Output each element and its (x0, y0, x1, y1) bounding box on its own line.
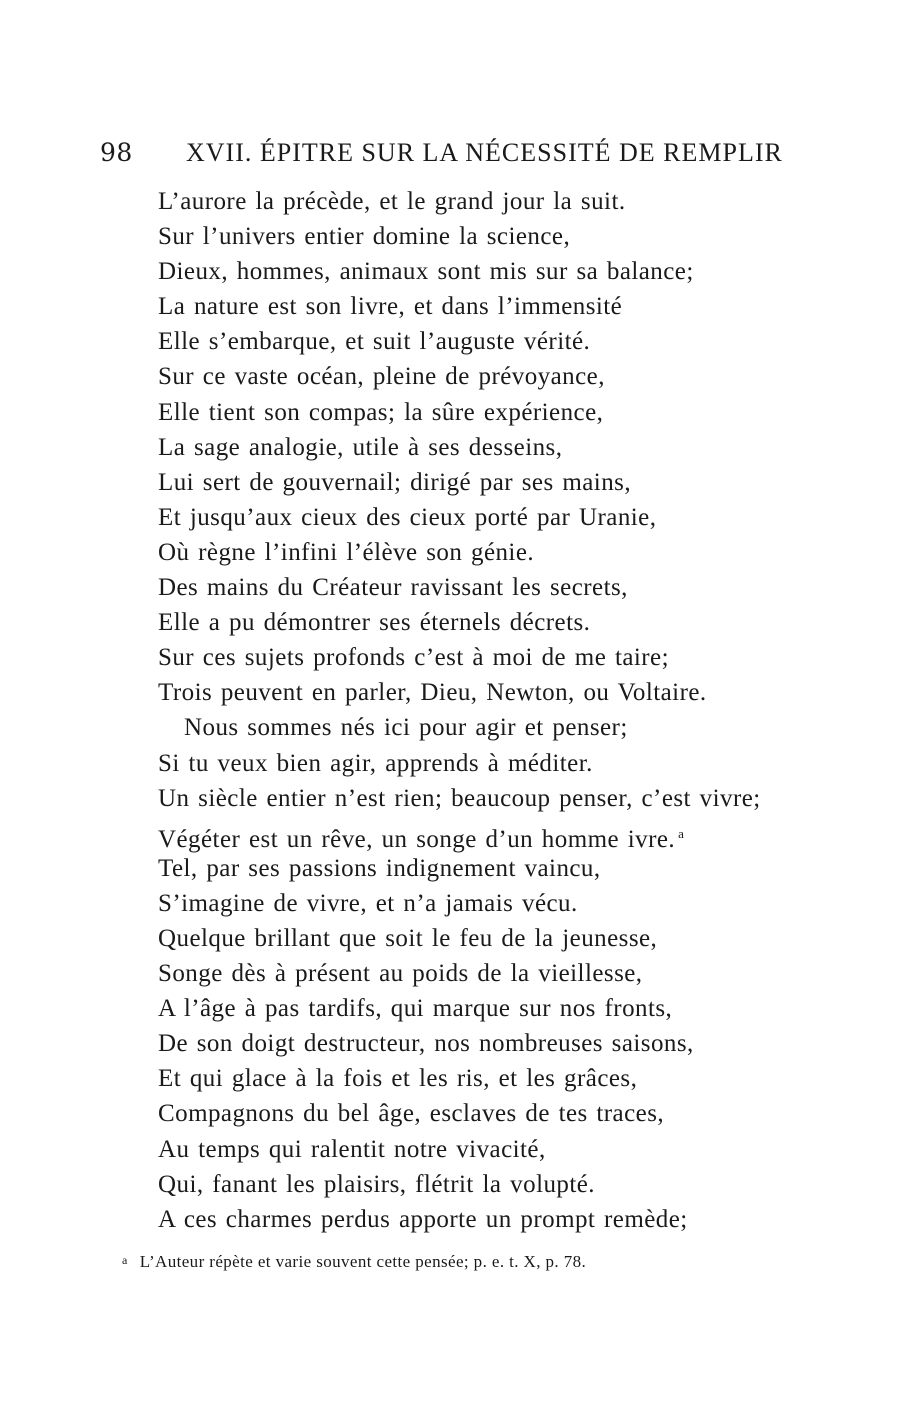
verse-line: Au temps qui ralentit notre vivacité, (158, 1135, 546, 1163)
poem-text (158, 184, 858, 1237)
verse-line: Songe dès à présent au poids de la vieillesse, (158, 960, 643, 988)
verse-line: Dieux, hommes, animaux sont mis sur sa balance; (158, 258, 694, 286)
verse-line: Compagnons du bel âge, esclaves de tes traces, (158, 1100, 665, 1128)
verse-line: Des mains du Créateur ravissant les secrets, (158, 574, 628, 602)
verse-line: Sur ces sujets profonds c’est à moi de me taire; (158, 644, 669, 672)
footnote-text: L’Auteur répète et varie souvent cette pensée; p. e. t. X, p. 78. (139, 1252, 587, 1271)
verse-line: De son doigt destructeur, nos nombreuses saisons, (158, 1030, 694, 1058)
verse-line: Tel, par ses passions indignement vaincu, (158, 854, 601, 882)
verse-line: Un siècle entier n’est rien; beaucoup penser, c’est vivre; (158, 784, 761, 812)
verse-line: Et jusqu’aux cieux des cieux porté par Uranie, (158, 503, 657, 531)
verse-line: Elle tient son compas; la sûre expérience, (158, 398, 604, 426)
verse-line: Végéter est un rêve, un songe d’un homme ivre. $^a$ (158, 825, 685, 853)
running-title: XVII. ÉPITRE SUR LA NÉCESSITÉ DE REMPLIR (186, 138, 783, 167)
verse-line-indented: Nous sommes nés ici pour agir et penser; (184, 714, 628, 742)
verse-line: Où règne l’infini l’élève son génie. (158, 538, 535, 566)
verse-line: Lui sert de gouvernail; dirigé par ses mains, (158, 468, 632, 496)
running-head (100, 138, 800, 172)
verse-line: A ces charmes perdus apporte un prompt remède; (158, 1205, 688, 1233)
page-number: 98 (100, 138, 133, 167)
verse-line: Sur l’univers entier domine la science, (158, 223, 571, 251)
verse-line: Et qui glace à la fois et les ris, et les grâces, (158, 1065, 638, 1093)
footnote-marker: a (122, 1253, 128, 1267)
verse-line: Elle a pu démontrer ses éternels décrets. (158, 609, 591, 637)
footnote (122, 1252, 822, 1272)
verse-line: L’aurore la précède, et le grand jour la suit. (158, 188, 626, 215)
verse-line: Trois peuvent en parler, Dieu, Newton, ou Voltaire. (158, 679, 707, 707)
verse-line: La nature est son livre, et dans l’immensité (158, 293, 623, 321)
verse-line: La sage analogie, utile à ses desseins, (158, 433, 563, 461)
verse-line: S’imagine de vivre, et n’a jamais vécu. (158, 889, 578, 917)
verse-line: A l’âge à pas tardifs, qui marque sur nos fronts, (158, 995, 673, 1023)
verse-line: Si tu veux bien agir, apprends à méditer. (158, 749, 593, 777)
verse-line: Quelque brillant que soit le feu de la jeunesse, (158, 924, 658, 952)
verse-line: Sur ce vaste océan, pleine de prévoyance, (158, 363, 605, 391)
verse-line: Qui, fanant les plaisirs, flétrit la volupté. (158, 1170, 596, 1198)
footnote-reference[interactable]: a (678, 825, 685, 841)
verse-line: Elle s’embarque, et suit l’auguste vérité. (158, 328, 591, 356)
